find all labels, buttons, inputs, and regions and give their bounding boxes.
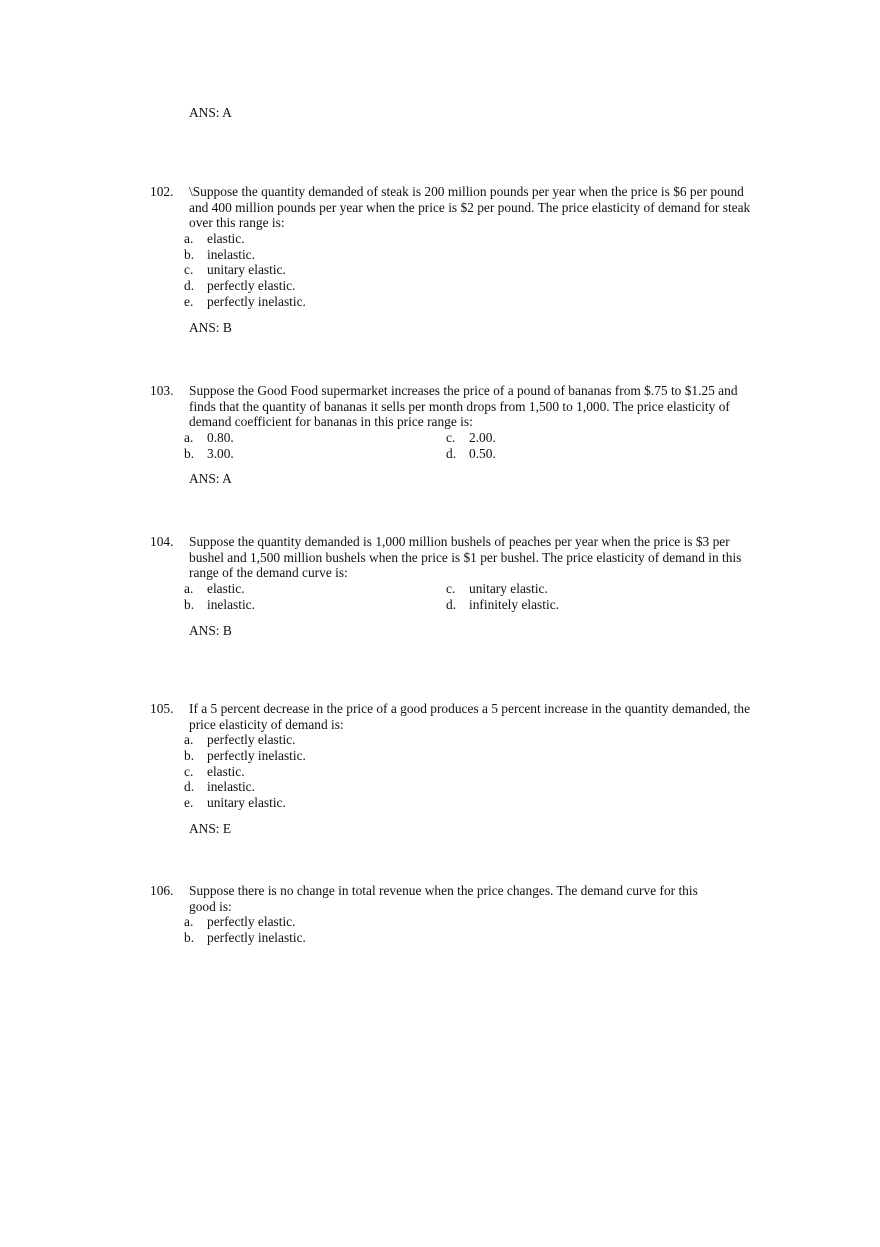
question-103 [150, 383, 762, 462]
option-a: a. perfectly elastic. [184, 732, 296, 748]
question-105 [150, 701, 755, 811]
question-number: 104. [150, 534, 174, 549]
option-c: c. elastic. [184, 763, 245, 779]
question-number: 105. [150, 701, 174, 716]
question-106 [150, 883, 725, 946]
question-text: If a 5 percent decrease in the price of a good produces a 5 percent increase in the quantity demanded, the price elasticity of demand is: [189, 701, 751, 732]
question-102 [150, 184, 755, 310]
question-104 [150, 534, 765, 613]
option-list [150, 914, 725, 945]
question-number: 106. [150, 883, 174, 898]
question-text: Suppose the Good Food supermarket increases the price of a pound of bananas from $.75 to $1.25 and finds that the quantity of bananas it sells per month drops from 1,500 to 1,000. The price elasticity of demand coefficient for bananas in this price range is: [189, 383, 738, 430]
question-text: Suppose there is no change in total revenue when the price changes. The demand curve for this good is: [189, 883, 698, 914]
option-b: b. perfectly inelastic. [184, 748, 306, 764]
answer-key-105: ANS: E [189, 821, 232, 836]
option-c: c. unitary elastic. [184, 262, 286, 278]
option-d: d. inelastic. [184, 779, 255, 795]
answer-key-102: ANS: B [189, 320, 232, 335]
option-grid: a. 0.80. b. 3.00. c. 2.00. d. 0.50. [184, 430, 496, 461]
option-b: b. perfectly inelastic. [184, 930, 306, 946]
question-text: Suppose the quantity demanded is 1,000 million bushels of peaches per year when the price is $3 per bushel and 1,500 million bushels when the price is $1 per bushel. The price elasticity of demand in this range of the demand curve is: [189, 534, 742, 581]
option-a: a. elastic. [184, 231, 245, 247]
question-number: 102. [150, 184, 174, 199]
option-e: e. unitary elastic. [184, 795, 286, 811]
option-list [150, 732, 755, 810]
answer-key-103: ANS: A [189, 471, 232, 486]
option-b: b. inelastic. [184, 246, 255, 262]
question-number: 103. [150, 383, 174, 398]
option-grid: a. elastic. b. inelastic. c. unitary elastic. d. infinitely elastic. [184, 581, 559, 612]
option-e: e. perfectly inelastic. [184, 293, 306, 309]
option-a: a. perfectly elastic. [184, 914, 296, 930]
option-d: d. perfectly elastic. [184, 278, 296, 294]
question-text: \Suppose the quantity demanded of steak is 200 million pounds per year when the price is $6 per pound and 400 million pounds per year when the price is $2 per pound. The price elasticity of demand for steak over this range is: [189, 184, 751, 231]
option-list [150, 231, 755, 309]
answer-key-101: ANS: A [189, 105, 232, 120]
answer-key-104: ANS: B [189, 623, 232, 638]
